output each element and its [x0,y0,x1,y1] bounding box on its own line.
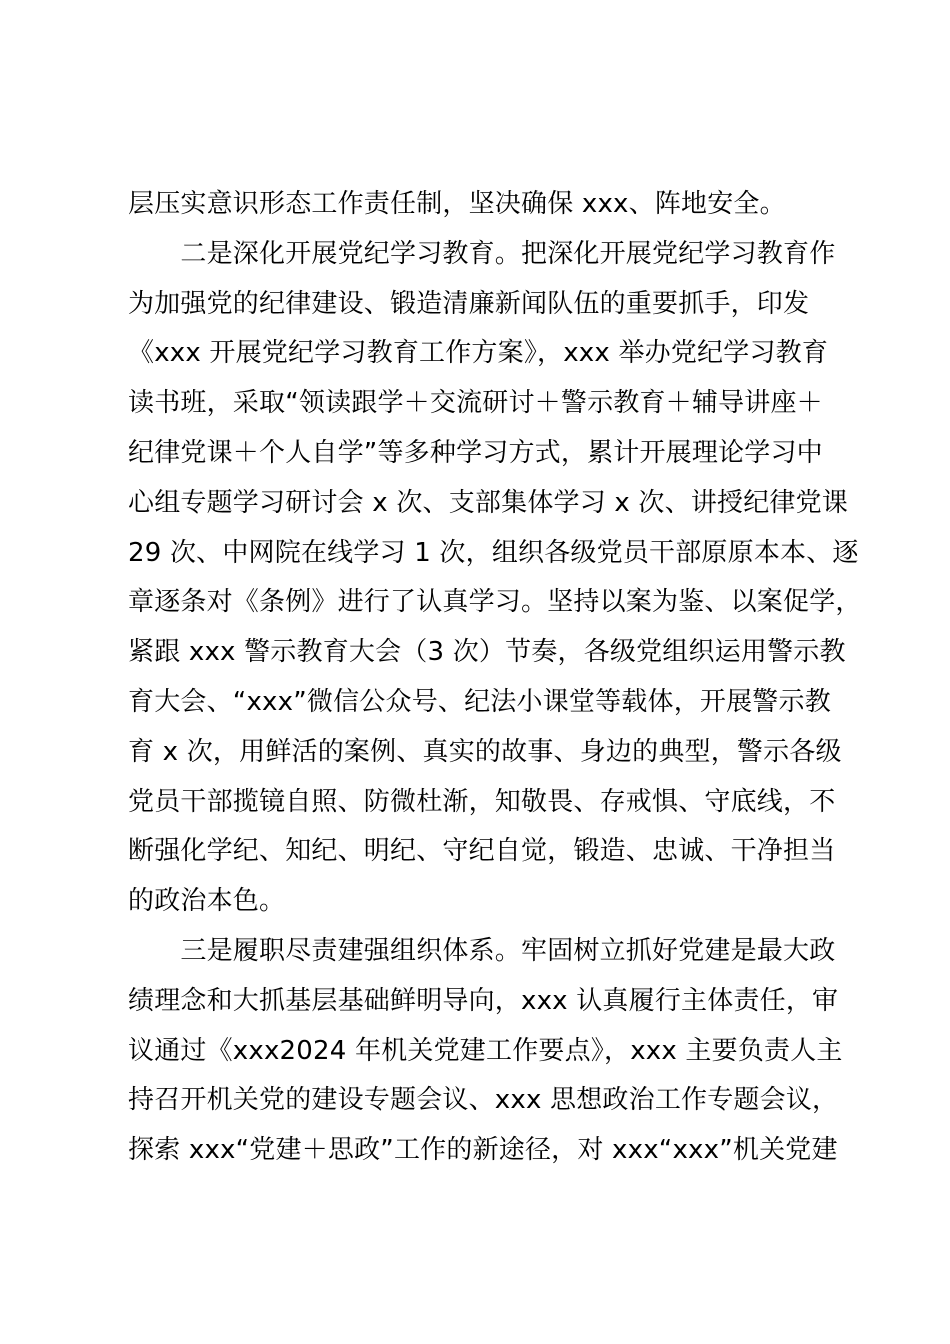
text-line: 议通过《xxx2024 年机关党建工作要点》，xxx 主要负责人主 [128,1035,843,1066]
text-line: 探索 xxx“党建＋思政”工作的新途径，对 xxx“xxx”机关党建 [128,1135,838,1166]
text-line: 为加强党的纪律建设、锻造清廉新闻队伍的重要抓手，印发 [128,288,810,319]
text-line: 二是深化开展党纪学习教育。把深化开展党纪学习教育作 [128,238,836,269]
text-line: 29 次、中网院在线学习 1 次，组织各级党员干部原原本本、逐 [128,537,859,568]
text-line: 心组专题学习研讨会 x 次、支部集体学习 x 次、讲授纪律党课 [128,487,849,518]
text-line: 三是履职尽责建强组织体系。牢固树立抓好党建是最大政 [128,935,836,966]
text-line: 育大会、“xxx”微信公众号、纪法小课堂等载体，开展警示教 [128,686,831,717]
text-line: 的政治本色。 [128,886,286,917]
document-body [128,180,862,1176]
text-line: 持召开机关党的建设专题会议、xxx 思想政治工作专题会议， [128,1085,839,1116]
text-line: 层压实意识形态工作责任制，坚决确保 xxx、阵地安全。 [128,189,786,219]
text-line: 党员干部揽镜自照、防微杜渐，知敬畏、存戒惧、守底线，不 [128,786,836,817]
text-line: 读书班，采取“领读跟学＋交流研讨＋警示教育＋辅导讲座＋ [128,388,823,419]
text-line: 绩理念和大抓基层基础鲜明导向，xxx 认真履行主体责任，审 [128,985,839,1016]
text-line: 断强化学纪、知纪、明纪、守纪自觉，锻造、忠诚、干净担当 [128,836,836,867]
text-line: 育 x 次，用鲜活的案例、真实的故事、身边的典型，警示各级 [128,736,842,767]
text-line: 纪律党课＋个人自学”等多种学习方式，累计开展理论学习中 [128,437,823,468]
text-line: 章逐条对《条例》进行了认真学习。坚持以案为鉴、以案促学， [128,587,862,618]
text-line: 紧跟 xxx 警示教育大会（3 次）节奏，各级党组织运用警示教 [128,637,846,668]
text-line: 《xxx 开展党纪学习教育工作方案》，xxx 举办党纪学习教育 [128,338,829,369]
